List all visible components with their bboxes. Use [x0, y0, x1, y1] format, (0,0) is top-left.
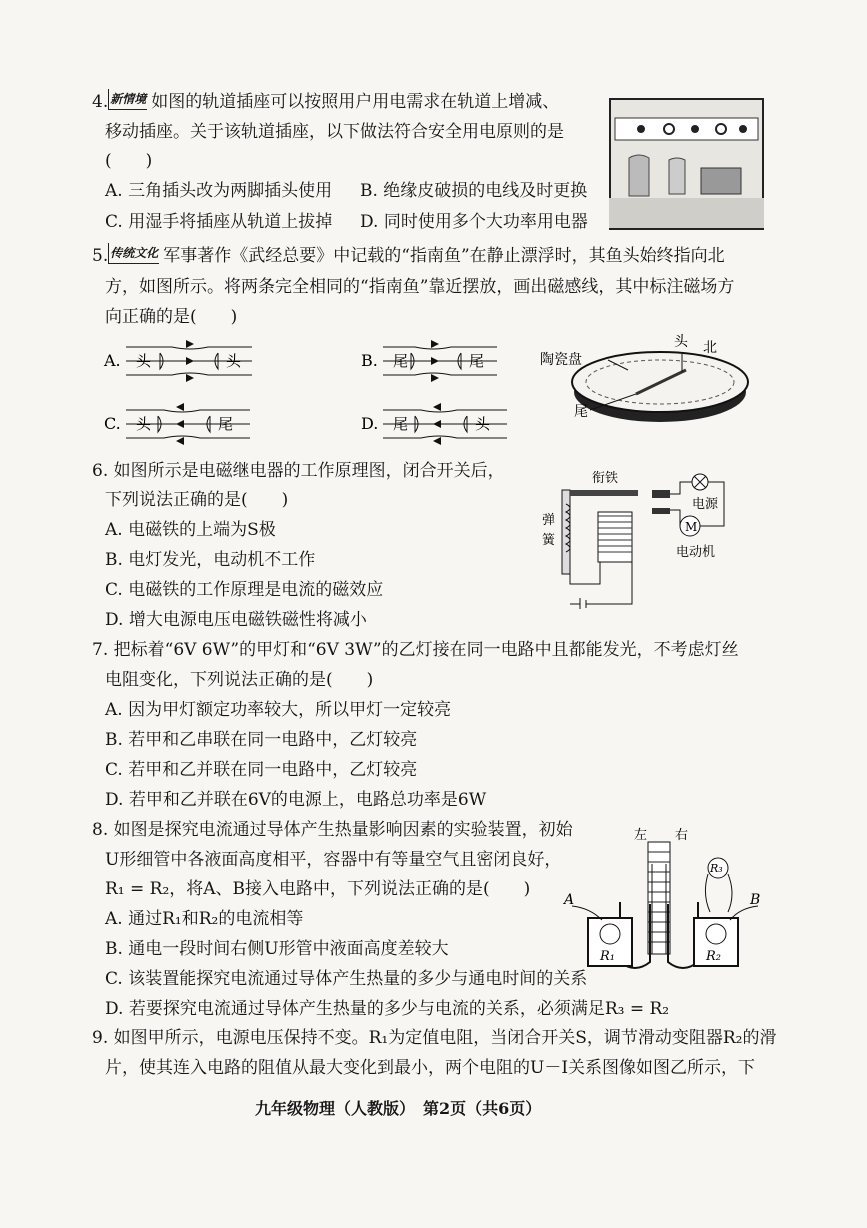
q5-option-b-letter: B. [361, 351, 378, 370]
q6-fig-spring-1: 弹 [542, 513, 556, 528]
q6-fig-spring-2: 簧 [542, 533, 556, 548]
q5-option-b-right: 尾 [469, 352, 485, 370]
q5-line1 [92, 246, 725, 268]
q6-fig-motor-symbol: M [685, 520, 698, 534]
q5-option-d [357, 398, 557, 448]
q8-fig-left: 左 [634, 828, 648, 843]
q6-fig-armature: 衔铁 [592, 471, 619, 486]
q7-line1: 7. 把标着“6V 6W”的甲灯和“6V 3W”的乙灯接在同一电路中且都能发光，不考虑灯丝 [92, 640, 739, 660]
q6-option-c: C. 电磁铁的工作原理是电流的磁效应 [105, 580, 384, 600]
q5-option-a-right: 头 [226, 352, 242, 370]
q4-option-c: C. 用湿手将插座从轨道上拔掉 [105, 212, 333, 232]
q5-option-a-left: 头 [136, 352, 152, 370]
q8-fig-r2: R₂ [706, 949, 721, 964]
q6-option-a: A. 电磁铁的上端为S极 [105, 520, 276, 540]
q4-option-d: D. 同时使用多个大功率用电器 [360, 212, 588, 232]
q5-fig-tail: 尾 [574, 404, 588, 420]
q5-number: 5. [92, 246, 109, 266]
q5-fig-plate: 陶瓷盘 [540, 352, 582, 368]
q8-fig-a: A [564, 892, 575, 908]
q4-option-a: A. 三角插头改为两脚插头使用 [105, 181, 333, 201]
q7-line2: 电阻变化，下列说法正确的是( ) [105, 670, 374, 690]
q8-option-c: C. 该装置能探究电流通过导体产生热量的多少与通电时间的关系 [105, 969, 588, 989]
q9-line2: 片，使其连入电路的阻值从最大变化到最小，两个电阻的U－I关系图像如图乙所示，下 [105, 1058, 756, 1078]
q8-line3: R₁ = R₂，将A、B接入电路中，下列说法正确的是( ) [105, 879, 531, 899]
q4-option-b: B. 绝缘皮破损的电线及时更换 [360, 181, 588, 201]
q6-line2: 下列说法正确的是( ) [105, 490, 289, 510]
q5-option-c-letter: C. [104, 414, 121, 433]
q4-blank: ( ) [105, 151, 153, 171]
q8-option-d: D. 若要探究电流通过导体产生热量的多少与电流的关系，必须满足R₃ = R₂ [105, 999, 670, 1019]
q7-option-a: A. 因为甲灯额定功率较大，所以甲灯一定较亮 [105, 700, 452, 720]
q4-line1 [92, 92, 559, 114]
q6-option-b: B. 电灯发光，电动机不工作 [105, 550, 316, 570]
q4-tag-badge: 新情境 [108, 89, 147, 110]
q5-fig-head: 头 [674, 334, 688, 350]
q5-south-pointing-fish-figure [540, 330, 765, 430]
q5-option-c-left: 头 [136, 415, 152, 433]
q4-line2: 移动插座。关于该轨道插座，以下做法符合安全用电原则的是 [105, 122, 564, 142]
q7-option-c: C. 若甲和乙并联在同一电路中，乙灯较亮 [105, 760, 418, 780]
q5-line3: 向正确的是( ) [105, 307, 238, 327]
q4-text-1: 如图的轨道插座可以按照用户用电需求在轨道上增减、 [151, 92, 560, 112]
q5-option-d-left: 尾 [393, 415, 409, 433]
q8-fig-r3: R₃ [710, 862, 723, 875]
q5-option-b [357, 335, 557, 385]
q5-line2: 方，如图所示。将两条完全相同的“指南鱼”靠近摆放，画出磁感线，其中标注磁场方 [105, 277, 735, 297]
q8-option-a: A. 通过R₁和R₂的电流相等 [105, 909, 304, 929]
q5-option-b-left: 尾 [393, 352, 409, 370]
q5-option-c [100, 398, 300, 448]
q5-option-d-letter: D. [361, 414, 379, 433]
q9-line1: 9. 如图甲所示，电源电压保持不变。R₁为定值电阻，当闭合开关S，调节滑动变阻器R₂的滑 [92, 1028, 777, 1048]
q8-option-b: B. 通电一段时间右侧U形管中液面高度差较大 [105, 939, 449, 959]
q8-fig-right: 右 [675, 828, 689, 843]
q5-fig-north: 北 [703, 340, 717, 356]
q5-option-c-right: 尾 [218, 415, 234, 433]
q6-fig-motor: 电动机 [676, 545, 716, 560]
q5-text-1: 军事著作《武经总要》中记载的“指南鱼”在静止漂浮时，其鱼头始终指向北 [163, 246, 725, 266]
page-footer: 九年级物理（人教版） 第2页（共6页） [255, 1099, 542, 1118]
q6-line1: 6. 如图所示是电磁继电器的工作原理图，闭合开关后， [92, 461, 505, 481]
q7-option-d: D. 若甲和乙并联在6V的电源上，电路总功率是6W [105, 790, 487, 810]
q4-number: 4. [92, 92, 109, 112]
q5-option-d-right: 头 [475, 415, 491, 433]
q8-joule-heat-apparatus-figure [560, 824, 765, 974]
q8-fig-b: B [750, 892, 761, 908]
q6-fig-power: 电源 [692, 497, 719, 512]
q5-tag-badge: 传统文化 [108, 243, 159, 264]
q5-option-a [100, 335, 300, 385]
q6-option-d: D. 增大电源电压电磁铁磁性将减小 [105, 610, 367, 630]
q8-fig-r1: R₁ [600, 949, 615, 964]
q8-line1: 8. 如图是探究电流通过导体产生热量影响因素的实验装置，初始 [92, 820, 573, 840]
q4-track-socket-photo [609, 98, 764, 230]
q8-line2: U形细管中各液面高度相平，容器中有等量空气且密闭良好， [105, 850, 562, 870]
q5-option-a-letter: A. [104, 351, 121, 370]
q6-relay-circuit-figure [540, 464, 730, 609]
q7-option-b: B. 若甲和乙串联在同一电路中，乙灯较亮 [105, 730, 418, 750]
